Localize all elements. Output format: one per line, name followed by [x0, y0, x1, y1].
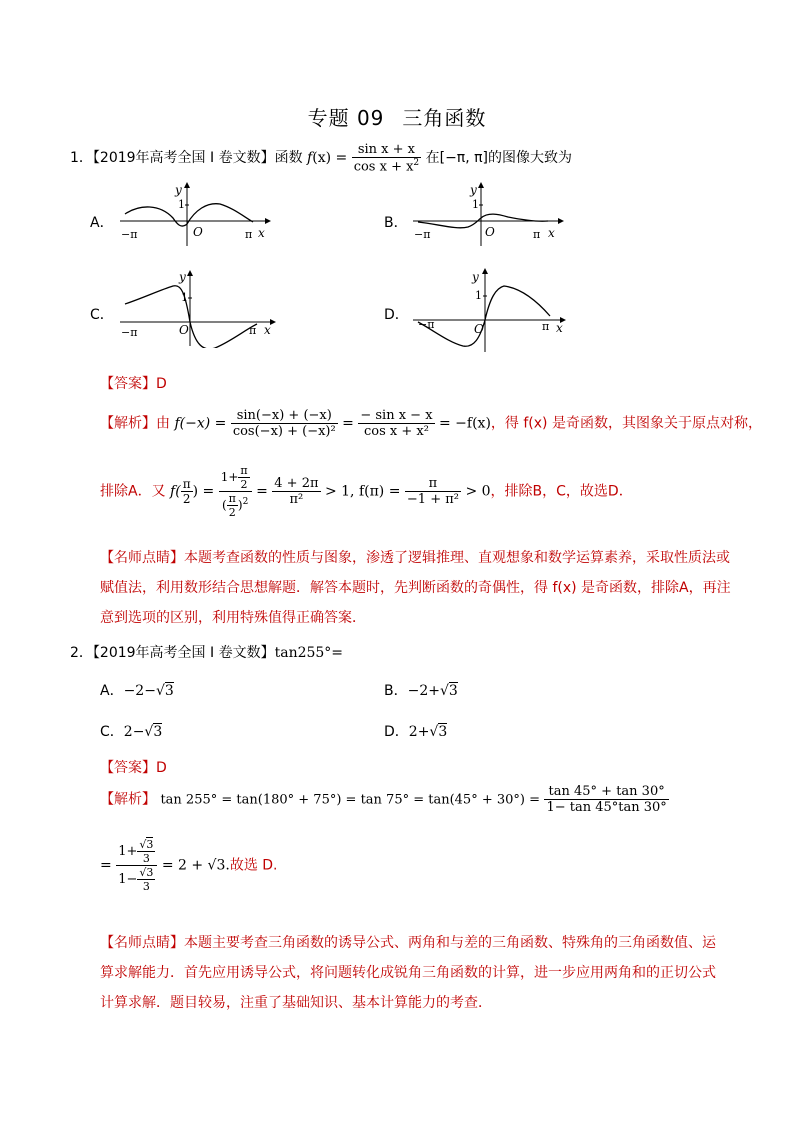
- title-topic: 专题 09: [307, 106, 385, 130]
- q1d-xl: −π: [418, 318, 435, 331]
- q1-fraction: [352, 142, 421, 174]
- q2-stem: [70, 642, 343, 662]
- q1a-y-label: y: [175, 183, 182, 197]
- q2-tip: 【名师点睛】本题主要考查三角函数的诱导公式、两角和与差的三角函数、特殊角的三角函数值、运 算求解能力．首先应用诱导公式，将问题转化成锐角三角函数的计算，进一步应用两角和的正切公式 计算求解．题目较易，注重了基础知识、基本计算能力的考查．: [100, 935, 716, 1011]
- q1-tip: 【名师点睛】本题考查函数的性质与图象，渗透了逻辑推理、直观想象和数学运算素养，采取性质法或 赋值法，利用数形结合思想解题．解答本题时，先判断函数的奇偶性，得 f(x) 是奇函数，排除A，再注 意到选项的区别，利用特殊值得正确答案．: [100, 550, 731, 626]
- q1c-xl: −π: [121, 326, 138, 339]
- q1d-origin: O: [474, 322, 484, 336]
- q2-option-a: A．−2−√3: [100, 683, 174, 699]
- q1-tip-tag: 【名师点睛】: [100, 550, 184, 566]
- q1-source: 【2019年高考全国 I 卷文数】: [92, 150, 275, 167]
- q2-answer-value: D: [156, 760, 167, 776]
- q1-analysis-line1: 【解析】由 f(−x) = $\frac{\sin(-x) + (-x)}{\text{cos(−x) + (−x)²}}$ = $\frac{\text{− sin x − x}}{\text{cos x + x²}}$ = −f(x)，得 f(x) 是奇函数，其图象关于原点对称，: [100, 408, 762, 439]
- q1-option-a-label: A．: [90, 215, 114, 231]
- q1c-x-label: x: [264, 323, 271, 337]
- q1-answer-tag: 【答案】: [100, 376, 156, 392]
- title-name: 三角函数: [402, 106, 487, 130]
- q2-option-b: B．−2+√3: [384, 683, 458, 699]
- q2-answer-tag: 【答案】: [100, 760, 156, 776]
- q1a-x-label: x: [258, 226, 265, 240]
- q1d-y-label: y: [472, 270, 479, 284]
- q1-option-b-label: B．: [384, 215, 408, 231]
- q1-option-d-label: D．: [384, 307, 409, 323]
- q1b-xr: π: [533, 228, 541, 241]
- q1d-x-label: x: [556, 321, 563, 335]
- q1b-one: 1: [472, 198, 479, 211]
- q1a-one: 1: [178, 198, 185, 211]
- q1-analysis-line2: 排除A．又 f( $\frac{\pi}{2}$ ) = 1+ $\frac{\pi}{2}$ ( $\frac{\pi}{2}$ )$^2$ = $\frac{4 + 2\pi}{\text{π²}}$ > 1, f(π) = $\frac{\pi}{\text{−1 + π²}}$ > 0，排除B，C，故选D．: [100, 464, 633, 519]
- q1d-one: 1: [475, 289, 482, 302]
- q1-fx: f: [307, 150, 313, 167]
- q1a-xl: −π: [121, 228, 138, 241]
- q1-answer: [100, 373, 167, 393]
- q1-option-a-graph: [115, 180, 275, 250]
- q1-stem: [70, 142, 572, 174]
- q2-option-c: C．2−√3: [100, 724, 163, 740]
- q1-option-c-label: C．: [90, 307, 114, 323]
- q1c-origin: O: [179, 323, 189, 337]
- q1c-y-label: y: [179, 270, 186, 284]
- q1-option-b-graph: [408, 180, 568, 250]
- q1b-origin: O: [485, 225, 495, 239]
- q1c-one: 1: [181, 291, 188, 304]
- q2-stem-text: tan255°=: [274, 645, 344, 661]
- q2-answer: [100, 757, 167, 777]
- q2-tip-tag: 【名师点睛】: [100, 935, 184, 951]
- q1a-origin: O: [193, 225, 203, 239]
- q1-option-c-graph: [115, 268, 280, 348]
- q2-analysis-line1: 【解析】 tan 255° = tan(180° + 75°) = tan 75° = tan(45° + 30°) = $\frac{\tan 45^\circ + \tan 30^\circ}{1- \tan 45^\circ\tan 30^\circ}$: [100, 784, 667, 815]
- q2-analysis-line2: = 1+ $\frac{√3}{3}$ 1− $\frac{√3}{3}$ = 2 + √3.故选 D.: [100, 838, 278, 893]
- q1a-xr: π: [245, 228, 253, 241]
- q1c-xr: π: [249, 324, 257, 337]
- q2-source: 【2019年高考全国 I 卷文数】: [92, 645, 275, 661]
- q1d-xr: π: [542, 320, 550, 333]
- q1-answer-value: D: [156, 376, 167, 392]
- q1b-y-label: y: [470, 183, 477, 197]
- q1-option-d-graph: [408, 266, 573, 356]
- page-title: [0, 102, 794, 131]
- q1-numerator: sin x + x: [357, 142, 415, 157]
- q2-analysis-tag: 【解析】: [100, 791, 156, 808]
- q1-stem-text: 函数: [274, 150, 303, 167]
- q2-number: 2．: [70, 645, 93, 661]
- q1-interval: 在[−π, π]的图像大致为: [425, 150, 573, 167]
- q1-denominator: $\cos x + x^2$: [353, 158, 420, 175]
- q1b-x-label: x: [548, 226, 555, 240]
- q1-number: 1．: [70, 150, 93, 167]
- q2-option-d: D．2+√3: [384, 724, 448, 740]
- q1-fx-arg: (x) =: [312, 150, 348, 167]
- q1-analysis-tag: 【解析】: [100, 415, 156, 432]
- q1b-xl: −π: [414, 228, 431, 241]
